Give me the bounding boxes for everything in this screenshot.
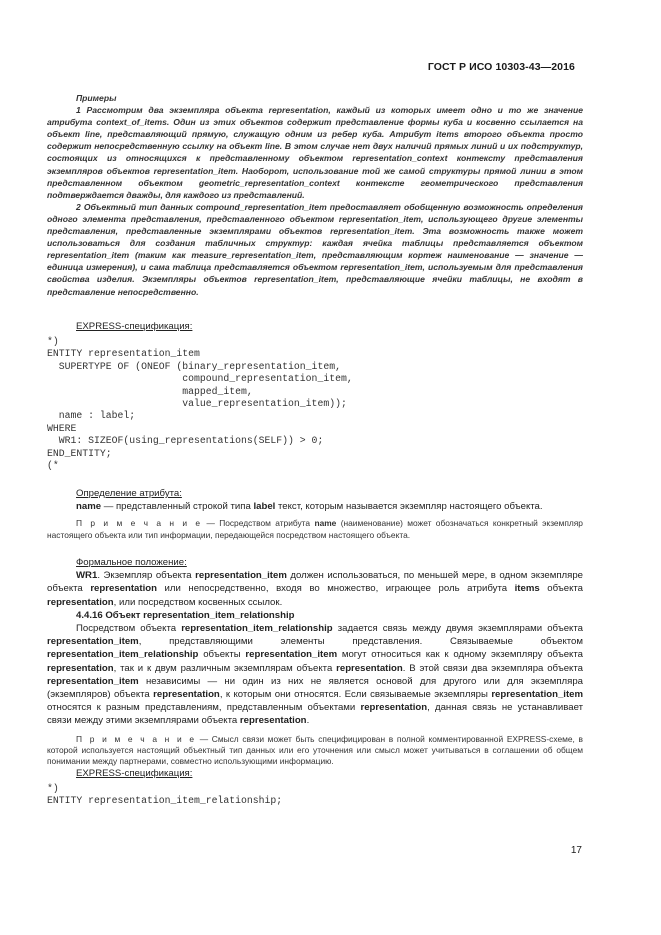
examples-block bbox=[47, 92, 583, 298]
section-heading: 4.4.16 Объект representation_item_relationship bbox=[76, 609, 295, 621]
example-1: 1 Рассмотрим два экземпляра объекта representation, каждый из которых имеет одно и то же значение атрибута context_of_items. Один из этих объектов содержит представление формы куба и косвенно ссылается на объект line, представляющий прямую, служащую одним из ребер куба. Атрибут items второго объекта просто содержит непосредственную ссылку на объект line. В этом случае нет двух наличий прямых линий и их подструктур, состоящих из относящихся к представленному объектом representation_context контексту представления экземпляров объектов representation_item. Наоборот, использование той же самой структуры прямой линии в этом представленном объектом geometric_representation_context контексте геометрического представления подтверждается дважды, для каждого из представлений. bbox=[47, 105, 583, 200]
page-number: 17 bbox=[570, 845, 582, 856]
attribute-definition bbox=[47, 487, 583, 541]
attr-text: — представленный строкой типа bbox=[101, 501, 254, 513]
express-heading-1: EXPRESS-спецификация: bbox=[76, 321, 193, 332]
examples-title: Примеры bbox=[76, 93, 117, 103]
express-heading-1-wrap bbox=[47, 320, 583, 333]
attr-name-term: name bbox=[76, 501, 102, 513]
note-term: name bbox=[314, 518, 337, 529]
attribute-heading: Определение атрибута: bbox=[76, 488, 182, 499]
attr-type: label bbox=[253, 501, 276, 513]
note-text: — Посредством атрибута bbox=[202, 518, 315, 529]
attribute-note bbox=[47, 518, 583, 541]
attr-text: текст, которым называется экземпляр настоящего объекта. bbox=[275, 501, 543, 513]
section-note bbox=[47, 734, 583, 768]
wr1-term: WR1 bbox=[76, 570, 98, 582]
attribute-name-def bbox=[47, 500, 583, 513]
express-code-2: *) ENTITY representation_item_relationship; bbox=[47, 783, 283, 807]
formal-proposition bbox=[47, 556, 583, 768]
express-code-1: *) ENTITY representation_item SUPERTYPE OF (ONEOF (binary_representation_item, compound_representation_item, mapped_item, value_representation_item)); name : label; WHERE WR1: SIZEOF(using_representations(SELF)) > 0; END_ENTITY; (* bbox=[47, 336, 353, 472]
express-heading-2: EXPRESS-спецификация: bbox=[76, 768, 193, 779]
formal-heading: Формальное положение: bbox=[76, 557, 187, 568]
note-label: П р и м е ч а н и е bbox=[76, 733, 197, 744]
express-heading-2-wrap bbox=[47, 767, 583, 780]
document-header: ГОСТ Р ИСО 10303-43—2016 bbox=[427, 61, 575, 73]
note-label: П р и м е ч а н и е bbox=[76, 518, 203, 529]
note-text: — Смысл связи может быть специфицирован в полной комментированной EXPRESS-схеме, в которой используется настоящий объектный тип данных или его уточнения или смысл может учитываться в соглашении об общем понимании между партнерами, совместно использующими информацию. bbox=[47, 733, 584, 767]
example-2: 2 Объектный тип данных compound_representation_item предоставляет обобщенную возможность определения одного элемента представления, представленного объектом representation_item, использующего другие элементы представления, представленные экземплярами объектов representation_item. Эта возможность также может использоваться для создания табличных структур: каждая ячейка таблицы представляется объектом representation_item (таким как measure_representation_item, представляющим кортеж наименование — значение — единица измерения), и сама таблица представляется объектом representation_item, используемым для представления свойства изделия. Экземпляры объектов representation_item, представляющие ячейки таблицы, не входят в представление непосредственно. bbox=[47, 201, 583, 297]
section-paragraph: Посредством объекта representation_item_relationship задается связь между двумя экземплярами объекта representation_item, представляющими элементы представления. Связываемые объектом representation_item_relationship объекты representation_item могут относиться как к одному экземпляру объекта representation, так и к двум различным экземплярам объекта representation. В этой связи два экземпляра объекта representation_item независимы — ни один из них не является основой для другого или для экземпляра (экземпляров) объекта representation, к которым они относятся. Если связываемые экземпляры representation_item относятся к разным представлениям, представленным объектами representation, данная связь не устанавливает связи между этими экземплярами объекта representation. bbox=[47, 623, 584, 727]
note-text: (наименование) может обозначаться конкретный экземпляр настоящего объекта или тип информации, передающейся посредством настоящего объекта. bbox=[47, 518, 583, 540]
formal-wr1: WR1. Экземпляр объекта representation_item должен использоваться, по меньшей мере, в одном экземпляре объекта representation или непосредственно, входя во множество, играющее роль атрибута items объекта representation, или посредством косвенных ссылок. bbox=[47, 570, 584, 608]
